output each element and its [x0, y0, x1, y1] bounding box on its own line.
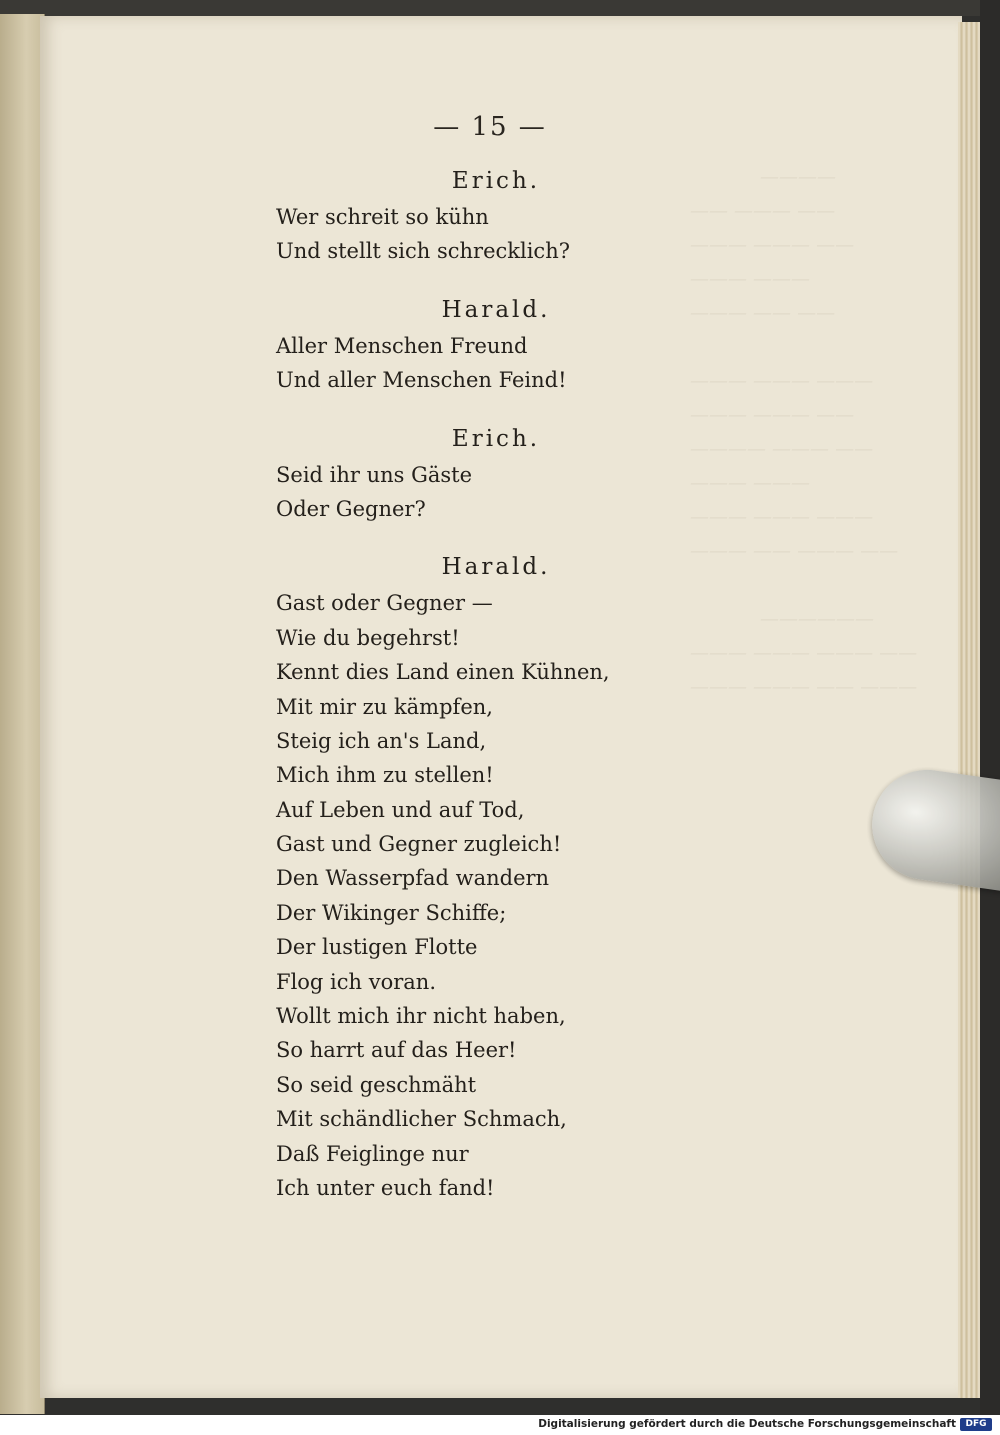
speaker-erich: Erich. [451, 168, 541, 194]
scan-frame-top [0, 0, 1000, 16]
verse-line: Wie du begehrst! [276, 625, 460, 650]
speaker-harald: Harald. [441, 554, 551, 581]
speaker-harald: Harald. [441, 296, 551, 323]
verse-line: Gast oder Gegner — [276, 591, 493, 616]
verse-line: Aller Menschen Freund [276, 333, 528, 358]
verse-line: Mit schändlicher Schmach, [276, 1107, 567, 1132]
verse-line: Mit mir zu kämpfen, [276, 694, 493, 719]
verse-line: Oder Gegner? [276, 496, 426, 521]
verse-line: Der Wikinger Schiffe; [276, 900, 507, 925]
show-through-ghost: ———— —— ——— —— ——— ——— —— ——— ——— ——— —— —— ——— ——— ——— ——— ——— —— ———— ——— —— ——— ——— ——— ——— ——— ——— —— ——— —— —————— ——— ——— ——— —— ——— ——— —— ——— [690, 166, 918, 698]
speaker-erich: Erich. [451, 425, 541, 452]
verse-line: Ich unter euch fand! [276, 1175, 495, 1200]
verse-line: So harrt auf das Heer! [276, 1038, 517, 1063]
verse-line: Wer schreit so kühn [276, 205, 489, 229]
scan-frame-right [980, 0, 1000, 1415]
left-page-edge [0, 14, 45, 1414]
verse-line: So seid geschmäht [276, 1072, 477, 1097]
verse-line: Flog ich voran. [276, 969, 436, 994]
poem-text [276, 162, 696, 1205]
verse-line: Der lustigen Flotte [276, 935, 478, 960]
verse-line: Daß Feiglinge nur [276, 1141, 469, 1166]
verse-line: Und stellt sich schrecklich? [276, 239, 570, 264]
verse-line: Kennt dies Land einen Kühnen, [276, 660, 610, 685]
right-page-edges [958, 22, 982, 1398]
funding-credit: Digitalisierung gefördert durch die Deutsche Forschungsgemeinschaft [538, 1418, 956, 1430]
verse-line: Und aller Menschen Feind! [276, 368, 567, 393]
verse-line: Seid ihr uns Gäste [276, 462, 473, 487]
verse-line: Gast und Gegner zugleich! [276, 832, 562, 857]
verse-line: Mich ihm zu stellen! [276, 763, 494, 788]
verse-line: Steig ich an's Land, [276, 728, 487, 753]
dfg-logo: DFG [960, 1418, 992, 1431]
verse-line: Wollt mich ihr nicht haben, [276, 1004, 566, 1029]
verse-line: Den Wasserpfad wandern [276, 866, 550, 891]
page-number: — 15 — [433, 112, 547, 142]
verse-line: Auf Leben und auf Tod, [276, 797, 525, 822]
